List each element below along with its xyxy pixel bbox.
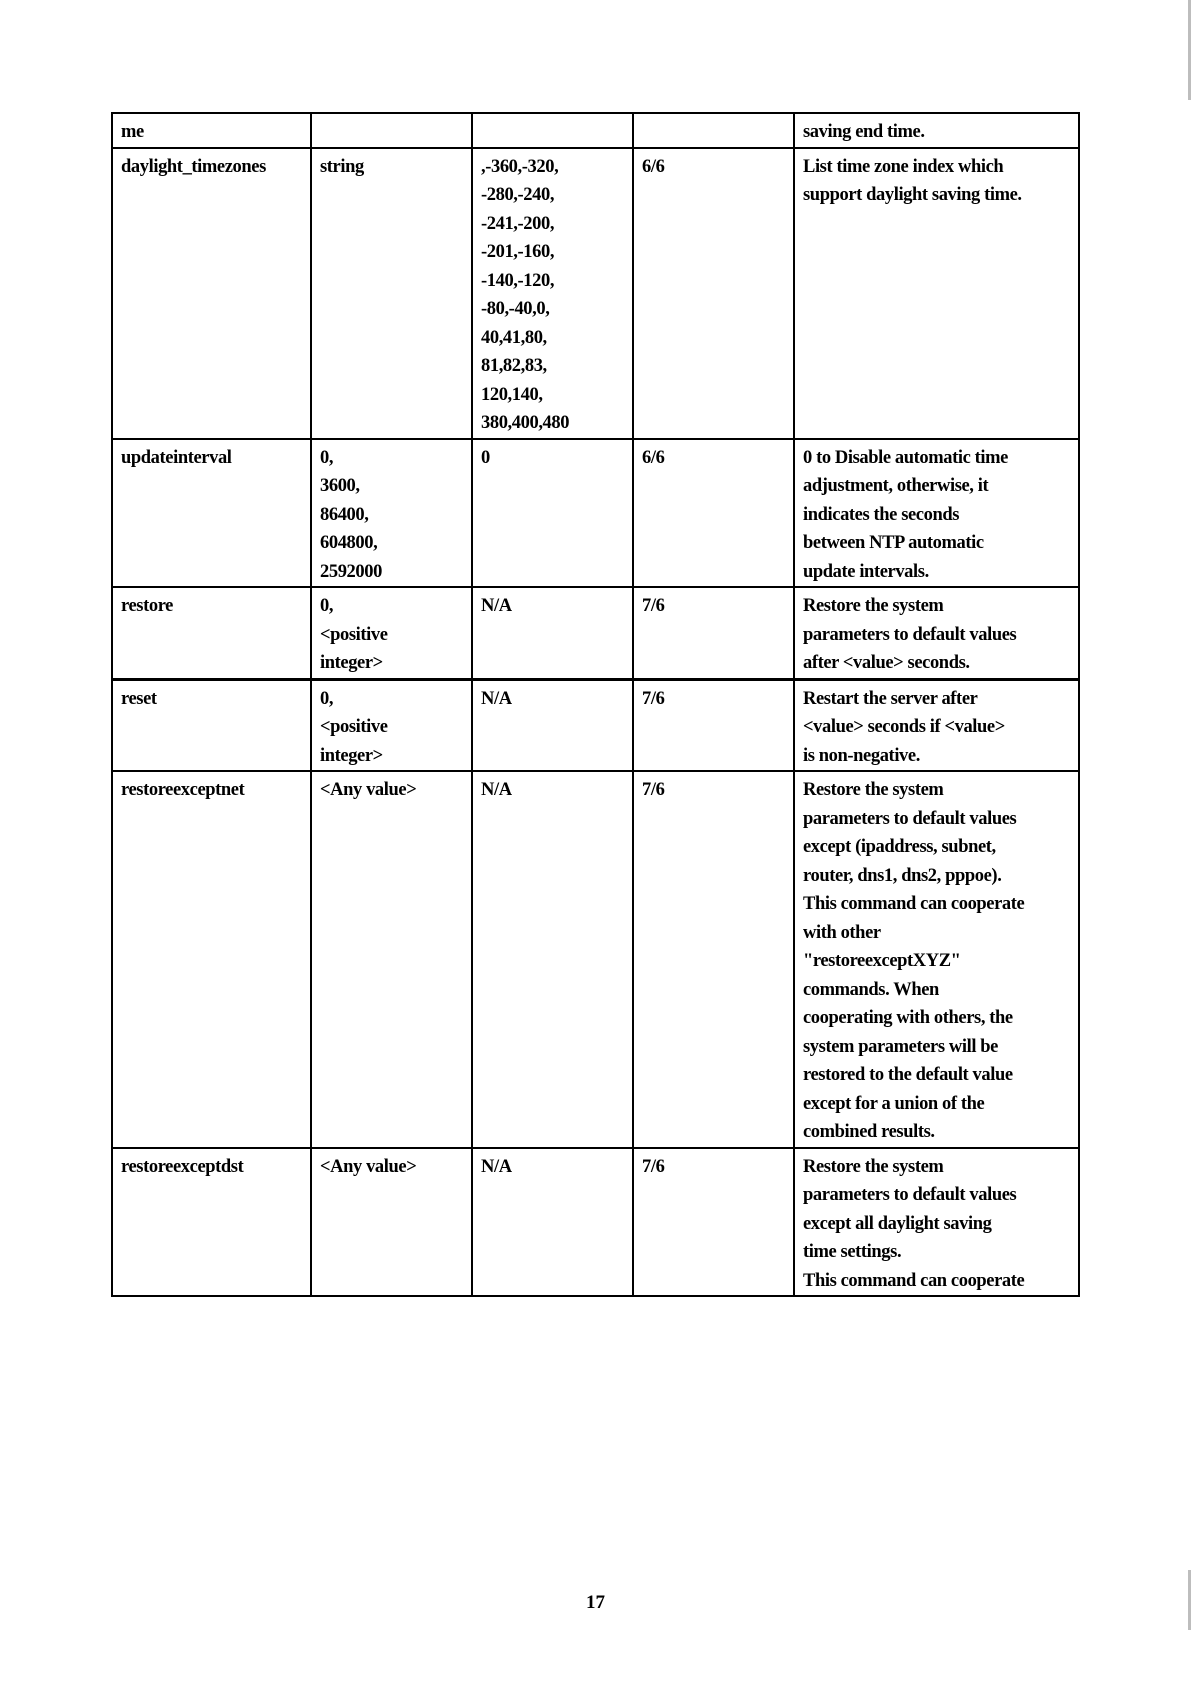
cell-text-line: between NTP automatic [803, 533, 984, 553]
cell-security [633, 1148, 794, 1297]
cell-text-line: router, dns1, dns2, pppoe). [803, 865, 1002, 886]
page-number: 17 [586, 1592, 605, 1613]
table-row [112, 771, 1079, 1148]
cell-text-line: -140,-120, [481, 270, 555, 291]
cell-text-line: adjustment, otherwise, it [803, 476, 989, 496]
cell-text-line: parameters to default values [803, 808, 1017, 829]
cell-text-line: combined results. [803, 1122, 935, 1142]
cell-text-line: -201,-160, [481, 242, 555, 262]
cell-text-line: 0 to Disable automatic time [803, 447, 1008, 468]
cell-text-line: is non-negative. [803, 745, 920, 766]
table-row [112, 587, 1079, 679]
cell-security [633, 439, 794, 588]
cell-text-line: 120,140, [481, 384, 543, 405]
cell-text-line: Restore the system [803, 596, 944, 616]
cell-text-line: parameters to default values [803, 624, 1017, 645]
cell-text-line: -280,-240, [481, 185, 555, 205]
table-row [112, 679, 1079, 771]
cell-text-line: restoreexceptdst [121, 1156, 244, 1177]
cell-security [633, 148, 794, 439]
cell-text-line: 3600, [320, 476, 360, 496]
cell-type [311, 679, 472, 771]
cell-text-line: <positive [320, 624, 388, 645]
cell-text-line: updateinterval [121, 447, 232, 468]
cell-text-line: restored to the default value [803, 1065, 1013, 1085]
cell-text-line: commands. When [803, 979, 939, 1000]
cell-text-line: 81,82,83, [481, 356, 547, 376]
cell-description [794, 587, 1079, 679]
table-row [112, 148, 1079, 439]
cell-text-line: except all daylight saving [803, 1213, 992, 1234]
cell-description [794, 679, 1079, 771]
cell-text-line: with other [803, 922, 881, 943]
cell-default [472, 113, 633, 148]
cell-text-line: 6/6 [642, 156, 665, 177]
cell-default [472, 439, 633, 588]
cell-text-line: 40,41,80, [481, 327, 547, 348]
cell-text-line: 7/6 [642, 596, 665, 616]
cell-text-line: 604800, [320, 533, 378, 553]
cell-text-line: N/A [481, 1156, 512, 1177]
cell-description [794, 113, 1079, 148]
cell-security [633, 587, 794, 679]
cell-text-line: 0, [320, 688, 334, 709]
cell-text-line: reset [121, 688, 157, 709]
cell-default [472, 1148, 633, 1297]
cell-parameter-name [112, 771, 311, 1148]
cell-text-line: time settings. [803, 1242, 902, 1262]
cell-default [472, 587, 633, 679]
cell-text-line: N/A [481, 780, 512, 800]
cell-text-line: string [320, 156, 364, 177]
cell-type [311, 1148, 472, 1297]
cell-description [794, 439, 1079, 588]
cell-text-line: cooperating with others, the [803, 1008, 1013, 1028]
cell-default [472, 679, 633, 771]
cell-default [472, 771, 633, 1148]
cell-text-line: 6/6 [642, 447, 665, 468]
cell-text-line: Restore the system [803, 1156, 944, 1177]
cell-text-line: integer> [320, 653, 383, 673]
cell-text-line: Restart the server after [803, 688, 978, 709]
cell-text-line: 7/6 [642, 688, 665, 709]
table-row [112, 439, 1079, 588]
parameter-table [111, 112, 1080, 1297]
cell-text-line: saving end time. [803, 122, 925, 142]
cell-text-line: integer> [320, 745, 383, 766]
cell-text-line: 7/6 [642, 1156, 665, 1177]
cell-text-line: N/A [481, 596, 512, 616]
cell-text-line: indicates the seconds [803, 504, 960, 525]
cell-text-line: 0, [320, 596, 334, 616]
cell-text-line: <value> seconds if <value> [803, 717, 1005, 737]
cell-text-line: This command can cooperate [803, 1270, 1025, 1291]
cell-type [311, 439, 472, 588]
cell-parameter-name [112, 587, 311, 679]
cell-text-line: after <value> seconds. [803, 653, 970, 673]
cell-text-line: Restore the system [803, 780, 944, 800]
cell-text-line: 0, [320, 447, 334, 468]
cell-parameter-name [112, 1148, 311, 1297]
cell-text-line: system parameters will be [803, 1036, 998, 1057]
cell-parameter-name [112, 439, 311, 588]
cell-text-line: List time zone index which [803, 156, 1004, 177]
cell-security [633, 113, 794, 148]
cell-text-line: <Any value> [320, 1156, 417, 1177]
cell-parameter-name [112, 148, 311, 439]
cell-text-line: N/A [481, 688, 512, 709]
cell-description [794, 771, 1079, 1148]
cell-security [633, 679, 794, 771]
cell-text-line: me [121, 122, 144, 142]
cell-parameter-name [112, 113, 311, 148]
cell-default [472, 148, 633, 439]
cell-text-line: except (ipaddress, subnet, [803, 837, 996, 857]
cell-text-line: support daylight saving time. [803, 185, 1022, 205]
cell-parameter-name [112, 679, 311, 771]
cell-type [311, 587, 472, 679]
cell-text-line: 2592000 [320, 561, 382, 582]
cell-type [311, 148, 472, 439]
cell-type [311, 113, 472, 148]
cell-text-line: 86400, [320, 504, 369, 525]
cell-text-line: update intervals. [803, 561, 929, 582]
cell-description [794, 148, 1079, 439]
cell-text-line: This command can cooperate [803, 894, 1025, 914]
cell-text-line: daylight_timezones [121, 156, 266, 177]
cell-type [311, 771, 472, 1148]
cell-text-line: ,-360,-320, [481, 156, 559, 177]
cell-text-line: parameters to default values [803, 1185, 1017, 1205]
cell-security [633, 771, 794, 1148]
table-row [112, 1148, 1079, 1297]
cell-text-line: except for a union of the [803, 1093, 985, 1114]
cell-text-line: -80,-40,0, [481, 299, 550, 319]
cell-text-line: restore [121, 596, 173, 616]
cell-text-line: 7/6 [642, 780, 665, 800]
cell-description [794, 1148, 1079, 1297]
cell-text-line: 380,400,480 [481, 413, 570, 433]
cell-text-line: 0 [481, 447, 490, 468]
cell-text-line: <Any value> [320, 780, 417, 800]
cell-text-line: "restoreexceptXYZ" [803, 951, 961, 971]
cell-text-line: restoreexceptnet [121, 780, 245, 800]
cell-text-line: <positive [320, 717, 388, 737]
parameter-table-body [112, 113, 1079, 1296]
cell-text-line: -241,-200, [481, 213, 555, 234]
table-row [112, 113, 1079, 148]
